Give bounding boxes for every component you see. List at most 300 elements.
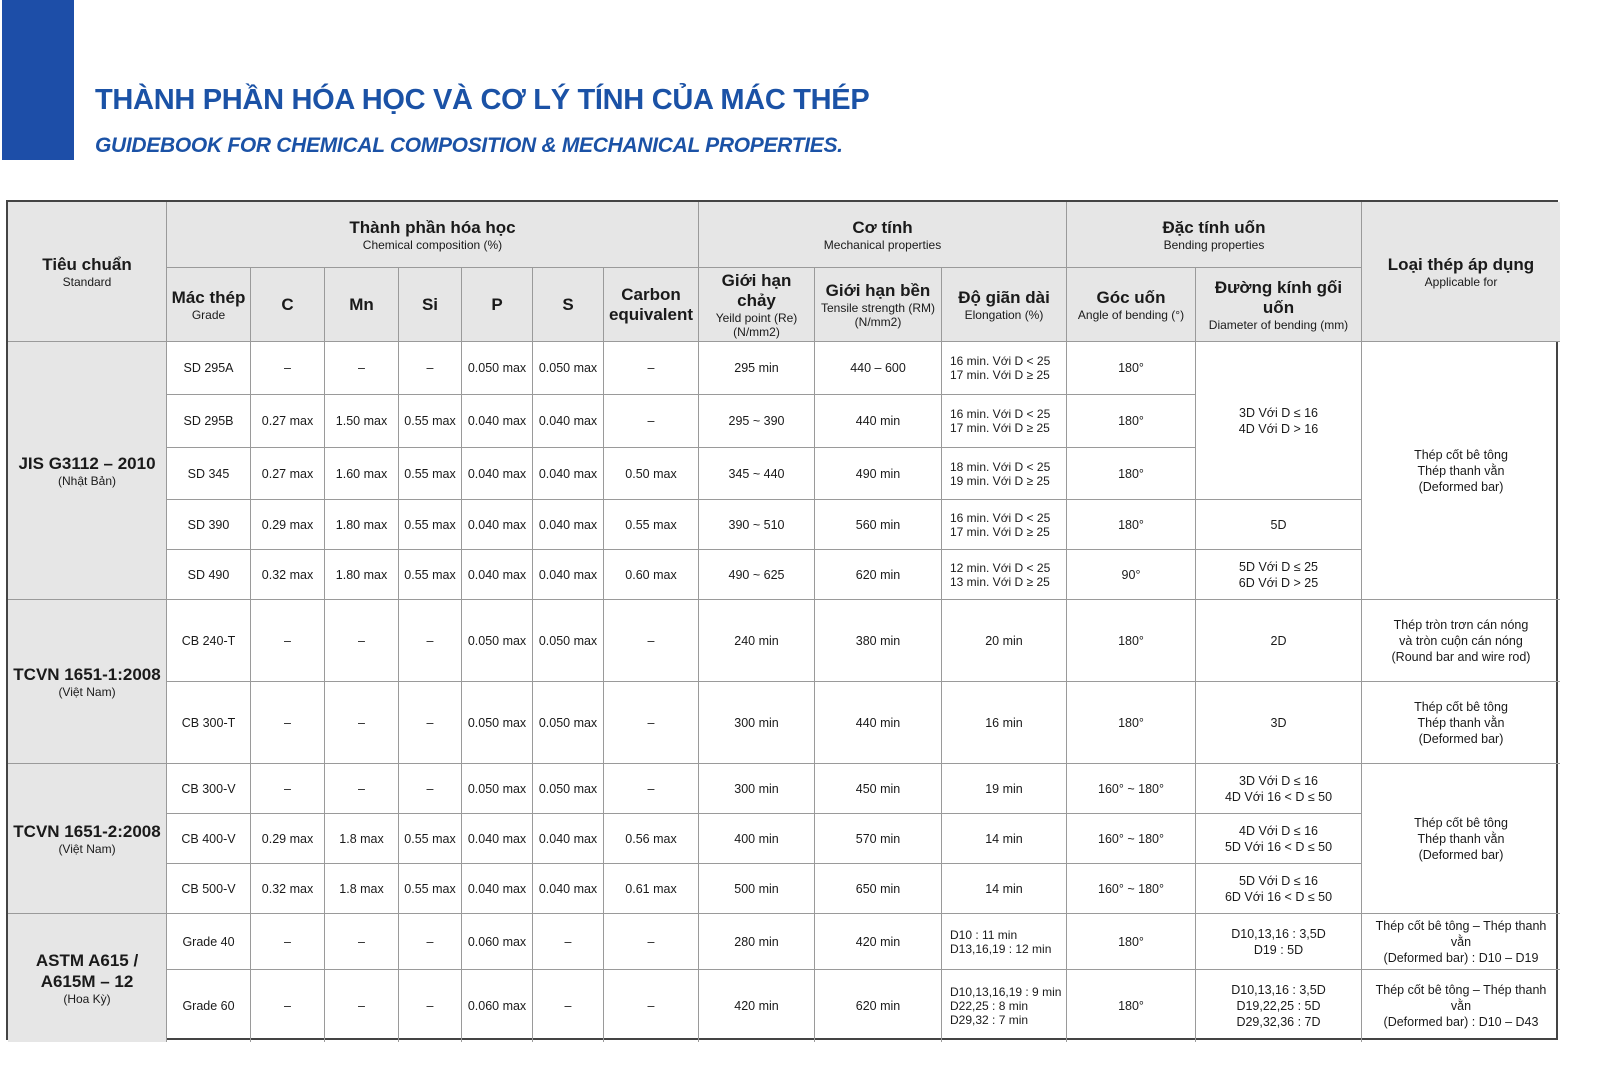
page-title: THÀNH PHẦN HÓA HỌC VÀ CƠ LÝ TÍNH CỦA MÁC THÉP (95, 84, 870, 116)
page-subtitle: GUIDEBOOK FOR CHEMICAL COMPOSITION & MECHANICAL PROPERTIES. (95, 134, 843, 157)
cell-grade (167, 342, 251, 395)
cell-tensile-strength (815, 814, 942, 864)
cell-tensile-strength (815, 448, 942, 500)
cell-tensile-strength-value: 440 – 600 (850, 361, 906, 375)
cell-yield-point (699, 864, 815, 914)
cell-elongation-value: 12 min. Với D < 25 13 min. Với D ≥ 25 (950, 560, 1051, 589)
cell-sulfur (533, 970, 604, 1042)
header-s (533, 268, 604, 342)
cell-bending-angle-value: 180° (1118, 361, 1144, 375)
cell-yield-point (699, 914, 815, 970)
cell-manganese (325, 864, 399, 914)
cell-carbon-value: 0.29 max (261, 517, 314, 532)
cell-bending-diameter-value: 5D Với D ≤ 16 6D Với 16 < D ≤ 50 (1224, 873, 1333, 904)
cell-applicable (1362, 342, 1560, 600)
cell-bending-diameter (1196, 914, 1362, 970)
cell-sulfur (533, 814, 604, 864)
cell-elongation-value: 19 min (985, 781, 1023, 796)
cell-bending-angle-value: 160° ~ 180° (1098, 781, 1164, 796)
cell-elongation-value: 16 min. Với D < 25 17 min. Với D ≥ 25 (950, 407, 1051, 435)
cell-phosphorus (462, 342, 533, 395)
cell-silicon (399, 970, 462, 1042)
cell-sulfur-value: 0.040 max (538, 881, 598, 896)
header-angle-en: Angle of bending (°) (1077, 307, 1185, 322)
header-elongation-vn: Độ giãn dài (958, 287, 1050, 307)
cell-elongation (942, 600, 1067, 682)
cell-sulfur-value: – (564, 934, 572, 949)
cell-sulfur-value: 0.040 max (538, 466, 598, 481)
cell-grade (167, 682, 251, 764)
cell-bending-angle (1067, 864, 1196, 914)
cell-phosphorus (462, 600, 533, 682)
cell-silicon (399, 914, 462, 970)
cell-yield-point (699, 342, 815, 395)
cell-carbon-value: 0.27 max (261, 466, 314, 481)
standard-country: (Việt Nam) (58, 842, 116, 856)
header-standard (8, 202, 167, 342)
cell-yield-point-value: 500 min (734, 881, 779, 896)
cell-elongation (942, 550, 1067, 600)
cell-carbon (251, 970, 325, 1042)
cell-bending-angle-value: 160° ~ 180° (1098, 831, 1164, 846)
cell-bending-angle-value: 180° (1118, 466, 1144, 481)
cell-yield-point (699, 395, 815, 448)
header-chemical-vn: Thành phần hóa học (349, 217, 516, 237)
cell-carbon-value: 0.27 max (261, 414, 314, 428)
cell-bending-diameter (1196, 814, 1362, 864)
cell-silicon-value: – (426, 999, 434, 1013)
cell-applicable-value: Thép tròn trơn cán nóng và tròn cuộn cán nóng (Round bar and wire rod) (1391, 617, 1531, 664)
cell-silicon (399, 395, 462, 448)
cell-bending-angle (1067, 764, 1196, 814)
cell-bending-angle (1067, 914, 1196, 970)
cell-tensile-strength (815, 970, 942, 1042)
cell-phosphorus (462, 814, 533, 864)
header-elongation-en: Elongation (%) (964, 307, 1044, 322)
cell-carbon-value: – (284, 999, 291, 1013)
header-carbon-equivalent-label: Carbon equivalent (608, 284, 694, 324)
cell-silicon (399, 500, 462, 550)
header-bending-vn: Đặc tính uốn (1162, 217, 1266, 237)
cell-elongation (942, 500, 1067, 550)
cell-silicon-value: 0.55 max (404, 567, 456, 582)
cell-manganese-value: – (358, 361, 365, 375)
cell-elongation (942, 395, 1067, 448)
cell-grade (167, 764, 251, 814)
cell-yield-point (699, 814, 815, 864)
cell-elongation (942, 914, 1067, 970)
header-carbon-equivalent (604, 268, 699, 342)
cell-sulfur (533, 395, 604, 448)
cell-carbon-equivalent (604, 864, 699, 914)
header-mechanical (699, 202, 1067, 268)
standard-country: (Hoa Kỳ) (63, 992, 111, 1006)
cell-grade (167, 600, 251, 682)
header-tensile-vn: Giới hạn bền (825, 280, 931, 300)
cell-carbon-value: – (284, 934, 291, 949)
cell-sulfur-value: 0.050 max (538, 361, 598, 375)
cell-applicable-value: Thép cốt bê tông – Thép thanh vằn (Deformed bar) : D10 – D19 (1375, 918, 1547, 965)
cell-carbon-equivalent (604, 764, 699, 814)
cell-bending-diameter (1196, 764, 1362, 814)
cell-yield-point-value: 300 min (734, 781, 779, 796)
cell-bending-angle-value: 180° (1118, 934, 1144, 949)
cell-bending-diameter (1196, 600, 1362, 682)
cell-manganese (325, 500, 399, 550)
cell-carbon (251, 395, 325, 448)
cell-manganese (325, 764, 399, 814)
header-standard-vn: Tiêu chuẩn (42, 254, 132, 274)
cell-bending-angle-value: 180° (1118, 414, 1144, 428)
cell-phosphorus-value: 0.050 max (467, 715, 527, 730)
cell-carbon-value: – (284, 715, 291, 730)
cell-grade (167, 550, 251, 600)
header-accent-bar (2, 0, 74, 160)
cell-manganese-value: 1.8 max (339, 881, 384, 896)
cell-tensile-strength-value: 440 min (855, 414, 901, 428)
cell-elongation (942, 448, 1067, 500)
cell-carbon-equivalent-value: – (647, 715, 655, 730)
cell-grade-value: SD 490 (187, 567, 230, 582)
cell-silicon (399, 550, 462, 600)
standard-name: JIS G3112 – 2010 (18, 454, 156, 473)
cell-phosphorus-value: 0.040 max (467, 517, 527, 532)
cell-manganese-value: – (358, 715, 365, 730)
cell-silicon-value: 0.55 max (404, 414, 456, 428)
cell-bending-angle (1067, 448, 1196, 500)
cell-sulfur (533, 500, 604, 550)
cell-elongation-value: 16 min. Với D < 25 17 min. Với D ≥ 25 (950, 354, 1051, 382)
cell-carbon-equivalent-value: – (647, 781, 655, 796)
header-si (399, 268, 462, 342)
cell-grade-value: CB 240-T (181, 633, 236, 648)
cell-grade-value: SD 345 (187, 466, 230, 481)
cell-manganese-value: – (358, 781, 365, 796)
cell-bending-angle-value: 180° (1118, 517, 1144, 532)
cell-silicon-value: – (426, 361, 434, 375)
cell-tensile-strength (815, 500, 942, 550)
cell-bending-diameter (1196, 864, 1362, 914)
cell-yield-point-value: 280 min (734, 934, 779, 949)
cell-phosphorus-value: 0.060 max (467, 999, 527, 1013)
cell-phosphorus (462, 395, 533, 448)
cell-applicable-value: Thép cốt bê tông Thép thanh vằn (Deformed bar) (1414, 447, 1508, 494)
cell-elongation (942, 682, 1067, 764)
cell-carbon-equivalent-value: – (647, 999, 655, 1013)
cell-bending-diameter-value: D10,13,16 : 3,5D D19 : 5D (1231, 926, 1326, 957)
cell-sulfur (533, 600, 604, 682)
cell-manganese-value: 1.80 max (335, 567, 388, 582)
cell-yield-point-value: 345 ~ 440 (728, 466, 785, 481)
cell-manganese (325, 448, 399, 500)
cell-phosphorus-value: 0.050 max (467, 361, 527, 375)
cell-grade (167, 500, 251, 550)
cell-yield-point-value: 295 ~ 390 (728, 414, 785, 428)
cell-tensile-strength (815, 600, 942, 682)
cell-grade (167, 970, 251, 1042)
cell-bending-angle-value: 180° (1118, 999, 1144, 1013)
header-angle (1067, 268, 1196, 342)
cell-carbon (251, 814, 325, 864)
cell-tensile-strength-value: 490 min (855, 466, 901, 481)
cell-yield-point-value: 420 min (734, 999, 779, 1013)
cell-carbon-value: – (284, 633, 291, 648)
cell-applicable-value: Thép cốt bê tông Thép thanh vằn (Deformed bar) (1414, 699, 1508, 746)
cell-silicon-value: – (426, 633, 434, 648)
cell-phosphorus (462, 970, 533, 1042)
cell-applicable-value: Thép cốt bê tông – Thép thanh vằn (Deformed bar) : D10 – D43 (1375, 983, 1547, 1029)
cell-carbon (251, 600, 325, 682)
header-diameter-en: Diameter of bending (mm) (1208, 317, 1349, 332)
cell-carbon (251, 682, 325, 764)
cell-phosphorus (462, 864, 533, 914)
header-diameter-vn: Đường kính gối uốn (1214, 277, 1343, 317)
cell-applicable (1362, 914, 1560, 970)
cell-elongation-value: 18 min. Với D < 25 19 min. Với D ≥ 25 (950, 459, 1051, 488)
cell-manganese (325, 814, 399, 864)
standard-name: TCVN 1651-1:2008 (13, 665, 161, 684)
cell-bending-diameter-value: 3D (1270, 715, 1287, 730)
header-bending (1067, 202, 1362, 268)
header-applicable-vn: Loại thép áp dụng (1387, 254, 1535, 274)
cell-silicon-value: – (426, 715, 434, 730)
cell-grade-value: CB 300-T (181, 715, 236, 730)
cell-carbon-equivalent (604, 550, 699, 600)
cell-grade-value: SD 390 (187, 517, 230, 532)
cell-grade (167, 448, 251, 500)
cell-carbon-equivalent (604, 395, 699, 448)
standard-cell (8, 600, 167, 764)
cell-silicon-value: 0.55 max (404, 881, 456, 896)
cell-elongation-value: 20 min (985, 633, 1023, 648)
header-applicable (1362, 202, 1560, 342)
cell-silicon (399, 600, 462, 682)
cell-yield-point-value: 300 min (734, 715, 779, 730)
cell-bending-angle-value: 90° (1121, 567, 1141, 582)
cell-elongation-value: 16 min. Với D < 25 17 min. Với D ≥ 25 (950, 510, 1051, 539)
cell-bending-angle (1067, 342, 1196, 395)
cell-grade (167, 864, 251, 914)
cell-carbon-equivalent-value: 0.61 max (625, 881, 677, 896)
cell-applicable (1362, 970, 1560, 1042)
cell-bending-diameter-value: 4D Với D ≤ 16 5D Với 16 < D ≤ 50 (1224, 823, 1333, 854)
cell-carbon-value: – (284, 781, 291, 796)
cell-elongation-value: 16 min (985, 715, 1023, 730)
cell-bending-diameter (1196, 550, 1362, 600)
cell-tensile-strength-value: 420 min (855, 934, 901, 949)
cell-silicon (399, 448, 462, 500)
cell-bending-angle (1067, 814, 1196, 864)
cell-tensile-strength-value: 560 min (855, 517, 901, 532)
cell-manganese (325, 970, 399, 1042)
cell-carbon-equivalent-value: 0.50 max (625, 466, 677, 481)
cell-silicon-value: – (426, 781, 434, 796)
cell-carbon-equivalent-value: – (647, 361, 655, 375)
cell-silicon-value: – (426, 934, 434, 949)
cell-yield-point (699, 682, 815, 764)
cell-yield-point-value: 390 ~ 510 (728, 517, 785, 532)
cell-manganese (325, 550, 399, 600)
cell-tensile-strength (815, 764, 942, 814)
cell-phosphorus-value: 0.040 max (467, 881, 527, 896)
header-grade-en: Grade (191, 307, 226, 322)
cell-silicon (399, 814, 462, 864)
header-diameter (1196, 268, 1362, 342)
header-yield (699, 268, 815, 342)
header-applicable-en: Applicable for (1424, 274, 1498, 289)
cell-manganese (325, 914, 399, 970)
cell-elongation (942, 970, 1067, 1042)
cell-tensile-strength-value: 650 min (855, 881, 901, 896)
cell-bending-diameter-value: 2D (1270, 633, 1287, 648)
header-mechanical-vn: Cơ tính (852, 217, 913, 237)
cell-yield-point-value: 490 ~ 625 (728, 567, 785, 582)
cell-bending-angle (1067, 970, 1196, 1042)
cell-phosphorus (462, 682, 533, 764)
cell-sulfur (533, 342, 604, 395)
cell-tensile-strength-value: 620 min (855, 999, 901, 1013)
cell-phosphorus (462, 448, 533, 500)
cell-bending-diameter-value: 5D (1270, 517, 1287, 532)
cell-manganese-value: 1.50 max (335, 414, 388, 428)
cell-applicable-value: Thép cốt bê tông Thép thanh vằn (Deformed bar) (1414, 815, 1508, 862)
cell-phosphorus-value: 0.040 max (467, 567, 527, 582)
cell-phosphorus (462, 914, 533, 970)
cell-sulfur (533, 914, 604, 970)
cell-manganese (325, 682, 399, 764)
standard-country: (Việt Nam) (58, 685, 116, 699)
cell-yield-point (699, 448, 815, 500)
cell-carbon-equivalent (604, 500, 699, 550)
cell-tensile-strength-value: 570 min (855, 831, 901, 846)
cell-sulfur-value: 0.050 max (538, 781, 598, 796)
cell-tensile-strength-value: 440 min (855, 715, 901, 730)
cell-sulfur-value: 0.050 max (538, 715, 598, 730)
cell-elongation (942, 864, 1067, 914)
cell-tensile-strength (815, 864, 942, 914)
cell-sulfur (533, 550, 604, 600)
cell-phosphorus (462, 550, 533, 600)
cell-elongation-value: D10,13,16,19 : 9 min D22,25 : 8 min D29,32 : 7 min (950, 985, 1062, 1027)
cell-sulfur (533, 448, 604, 500)
cell-silicon-value: 0.55 max (404, 517, 456, 532)
cell-carbon (251, 864, 325, 914)
header-tensile (815, 268, 942, 342)
cell-manganese (325, 342, 399, 395)
cell-tensile-strength (815, 342, 942, 395)
cell-manganese-value: – (358, 633, 365, 648)
header-yield-vn: Giới hạn chảy (721, 270, 792, 310)
cell-manganese (325, 395, 399, 448)
cell-tensile-strength-value: 380 min (855, 633, 901, 648)
cell-grade-value: Grade 40 (182, 934, 235, 949)
cell-tensile-strength (815, 682, 942, 764)
header-p-label: P (491, 294, 503, 314)
cell-sulfur (533, 764, 604, 814)
header-chemical (167, 202, 699, 268)
header-s-label: S (562, 294, 574, 314)
cell-phosphorus (462, 500, 533, 550)
header-elongation (942, 268, 1067, 342)
cell-grade-value: SD 295A (183, 361, 234, 375)
cell-grade-value: Grade 60 (182, 999, 235, 1013)
cell-carbon-value: 0.29 max (261, 831, 314, 846)
cell-bending-angle (1067, 600, 1196, 682)
cell-carbon (251, 448, 325, 500)
standard-cell (8, 764, 167, 914)
cell-sulfur (533, 864, 604, 914)
cell-yield-point (699, 550, 815, 600)
cell-bending-angle (1067, 500, 1196, 550)
cell-silicon (399, 342, 462, 395)
cell-carbon-equivalent-value: 0.56 max (625, 831, 677, 846)
cell-tensile-strength (815, 550, 942, 600)
cell-tensile-strength-value: 620 min (855, 567, 901, 582)
header-grade-vn: Mác thép (171, 287, 246, 307)
cell-carbon-equivalent (604, 814, 699, 864)
cell-manganese-value: 1.8 max (339, 831, 384, 846)
cell-carbon-equivalent (604, 342, 699, 395)
steel-grade-table (6, 200, 1558, 1040)
cell-grade-value: CB 400-V (181, 831, 236, 846)
cell-phosphorus (462, 764, 533, 814)
cell-yield-point-value: 400 min (734, 831, 779, 846)
cell-phosphorus-value: 0.040 max (467, 466, 527, 481)
header-mechanical-en: Mechanical properties (823, 237, 942, 252)
cell-carbon-equivalent (604, 914, 699, 970)
cell-manganese (325, 600, 399, 682)
cell-yield-point-value: 295 min (734, 361, 779, 375)
cell-bending-angle-value: 180° (1118, 633, 1144, 648)
cell-sulfur-value: 0.040 max (538, 831, 598, 846)
cell-grade-value: CB 300-V (181, 781, 236, 796)
cell-bending-angle-value: 160° ~ 180° (1098, 881, 1164, 896)
cell-sulfur-value: – (564, 999, 572, 1013)
cell-carbon-value: 0.32 max (261, 881, 314, 896)
cell-silicon-value: 0.55 max (404, 466, 456, 481)
cell-bending-diameter-value: 5D Với D ≤ 25 6D Với D > 25 (1238, 559, 1319, 590)
cell-grade (167, 814, 251, 864)
cell-tensile-strength (815, 914, 942, 970)
header-yield-en: Yeild point (Re) (N/mm2) (715, 310, 798, 339)
cell-phosphorus-value: 0.050 max (467, 633, 527, 648)
cell-applicable (1362, 600, 1560, 682)
standard-cell (8, 914, 167, 1042)
header-tensile-en: Tensile strength (RM) (N/mm2) (820, 300, 936, 329)
cell-sulfur-value: 0.040 max (538, 517, 598, 532)
cell-yield-point (699, 500, 815, 550)
cell-bending-diameter-value: 3D Với D ≤ 16 4D Với 16 < D ≤ 50 (1224, 773, 1333, 804)
cell-elongation-value: 14 min (985, 881, 1023, 896)
cell-sulfur (533, 682, 604, 764)
cell-phosphorus-value: 0.060 max (467, 934, 527, 949)
header-bending-en: Bending properties (1163, 237, 1265, 252)
cell-bending-diameter-value: 3D Với D ≤ 16 4D Với D > 16 (1238, 405, 1319, 436)
cell-carbon (251, 764, 325, 814)
cell-silicon (399, 864, 462, 914)
cell-phosphorus-value: 0.050 max (467, 781, 527, 796)
cell-silicon-value: 0.55 max (404, 831, 456, 846)
cell-elongation (942, 764, 1067, 814)
cell-sulfur-value: 0.040 max (538, 414, 598, 428)
standard-cell (8, 342, 167, 600)
cell-silicon (399, 682, 462, 764)
cell-grade-value: CB 500-V (181, 881, 236, 896)
cell-yield-point (699, 970, 815, 1042)
header-mn (325, 268, 399, 342)
header-grade (167, 268, 251, 342)
cell-yield-point (699, 764, 815, 814)
